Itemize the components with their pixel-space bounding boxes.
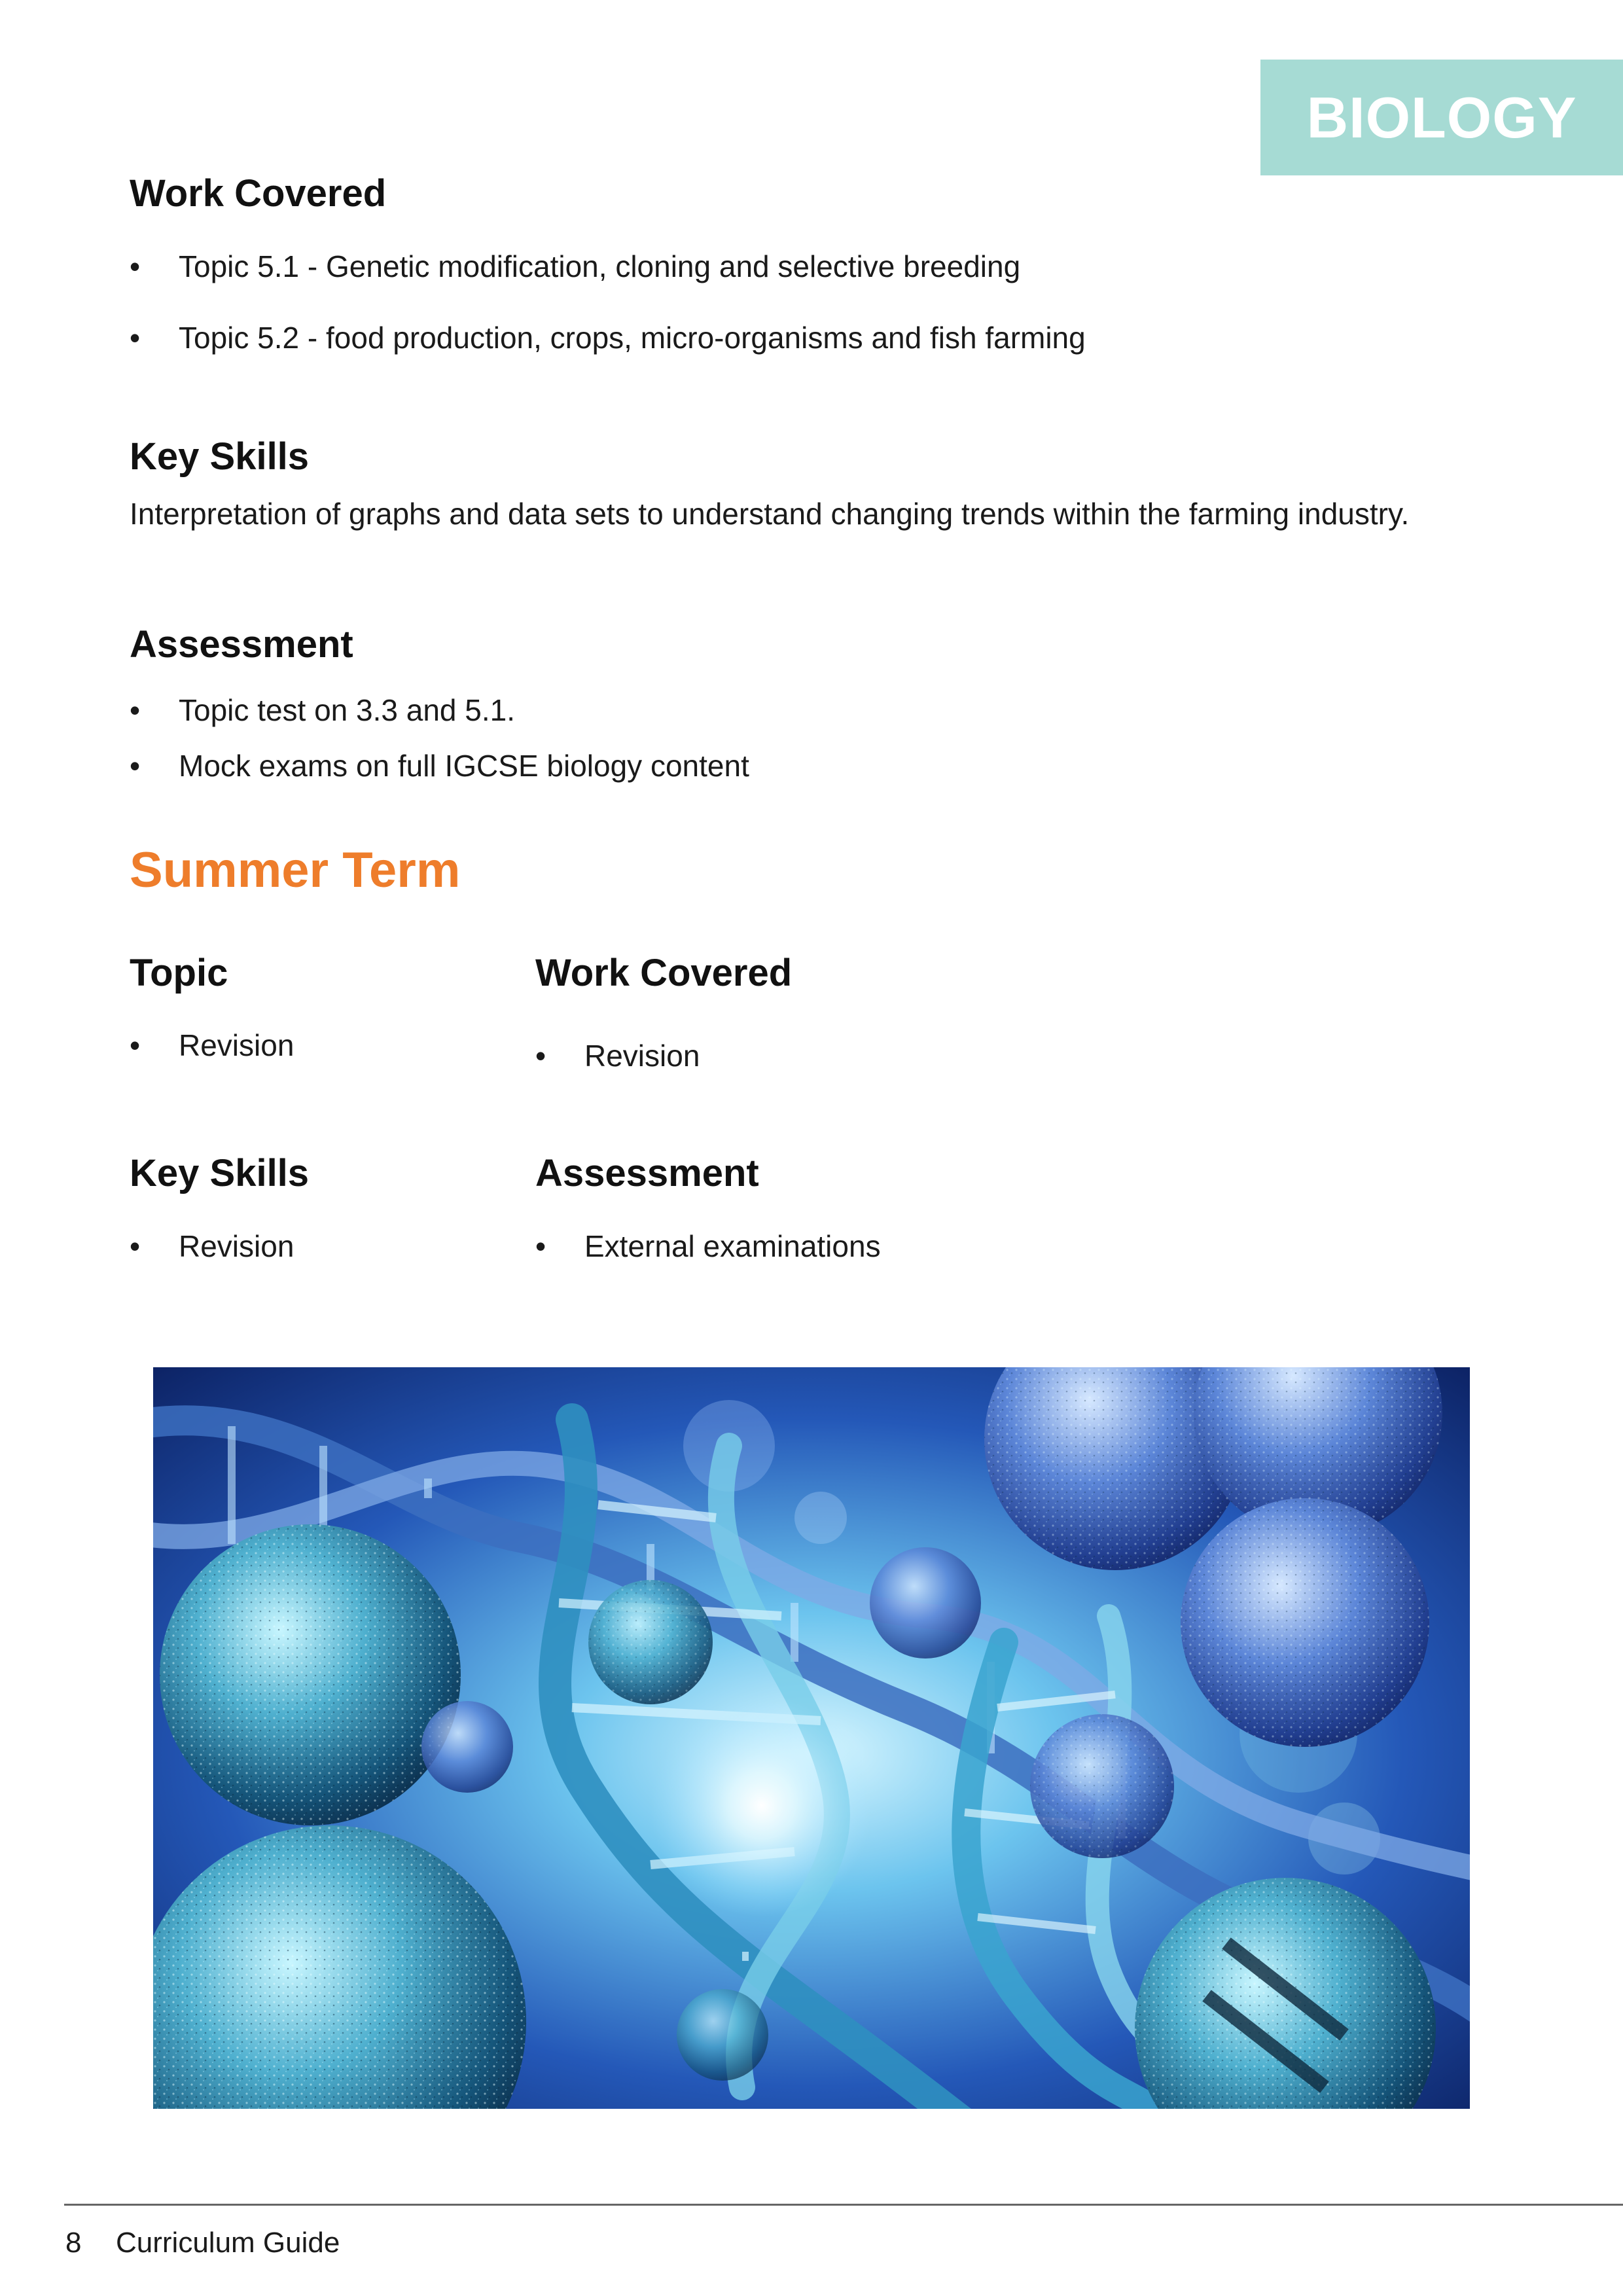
footer-title: Curriculum Guide xyxy=(116,2227,340,2259)
summer-key-skills-list xyxy=(130,1229,294,1264)
list-item: • Topic 5.1 - Genetic modification, cloning and selective breeding xyxy=(130,249,1086,284)
list-item: • External examinations xyxy=(535,1229,881,1264)
work-covered-heading: Work Covered xyxy=(130,172,387,215)
summer-key-skills-heading: Key Skills xyxy=(130,1152,310,1194)
list-item: • Mock exams on full IGCSE biology content xyxy=(130,748,749,783)
key-skills-heading: Key Skills xyxy=(130,435,310,478)
list-item: • Topic test on 3.3 and 5.1. xyxy=(130,692,749,728)
list-item: • Revision xyxy=(130,1028,294,1063)
list-item: • Topic 5.2 - food production, crops, micro-organisms and fish farming xyxy=(130,320,1086,355)
summer-topic-heading: Topic xyxy=(130,952,228,994)
subject-tab: BIOLOGY xyxy=(1260,60,1623,175)
footer-divider xyxy=(64,2204,1623,2206)
work-covered-list xyxy=(130,249,1086,355)
summer-assessment-heading: Assessment xyxy=(535,1152,759,1194)
summer-work-covered-heading: Work Covered xyxy=(535,952,793,994)
summer-assessment-list xyxy=(535,1229,881,1264)
list-item: • Revision xyxy=(130,1229,294,1264)
dna-cells-image xyxy=(153,1367,1470,2109)
summer-topic-list xyxy=(130,1028,294,1063)
assessment-heading: Assessment xyxy=(130,623,353,666)
summer-term-title: Summer Term xyxy=(130,842,461,898)
assessment-list xyxy=(130,692,749,783)
key-skills-text: Interpretation of graphs and data sets to understand changing trends within the farming industry. xyxy=(130,497,1410,531)
list-item: • Revision xyxy=(535,1038,700,1073)
page-number: 8 xyxy=(65,2227,82,2259)
summer-work-covered-list xyxy=(535,1038,700,1073)
